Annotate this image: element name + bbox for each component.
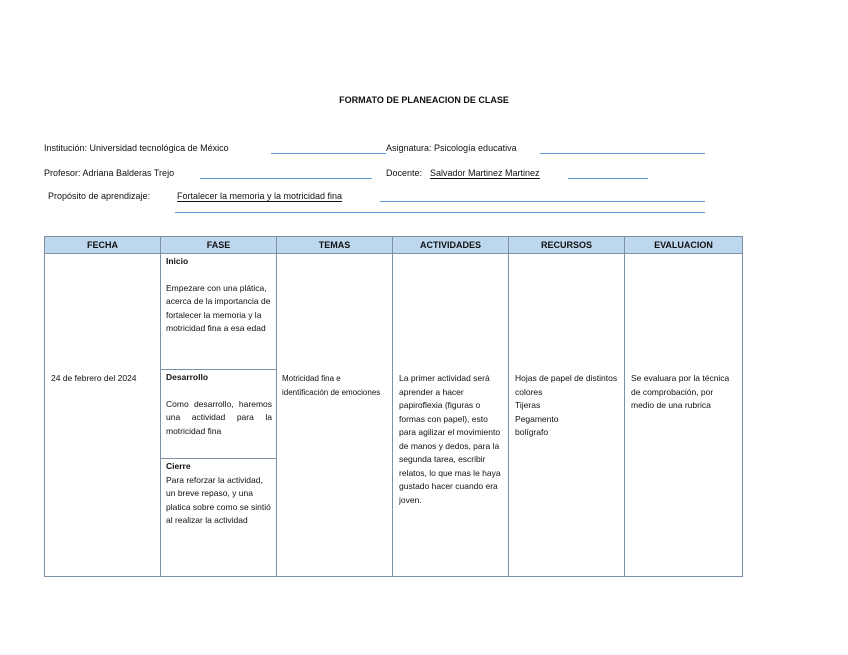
header-temas: TEMAS bbox=[277, 237, 393, 254]
phase-inicio bbox=[161, 254, 276, 370]
recurso-item: Pegamento bbox=[515, 413, 559, 424]
proposito-underline bbox=[380, 201, 705, 202]
table-row bbox=[45, 254, 743, 577]
phase-desarrollo bbox=[161, 370, 276, 459]
proposito-value: Fortalecer la memoria y la motricidad fina bbox=[177, 191, 343, 201]
asignatura-underline bbox=[540, 153, 705, 154]
phase-text: Empezare con una plática, acerca de la importancia de fortalecer la memoria y la motricidad fina a esa edad bbox=[166, 282, 271, 333]
recurso-item: bolígrafo bbox=[515, 427, 549, 437]
docente-value: Salvador Martinez Martinez bbox=[430, 168, 540, 178]
proposito-label: Propósito de aprendizaje: bbox=[48, 191, 151, 201]
fecha-cell: 24 de febrero del 2024 bbox=[45, 254, 161, 577]
phase-title: Inicio bbox=[166, 256, 189, 266]
table-header-row bbox=[45, 237, 743, 254]
asignatura-field: Asignatura: Psicología educativa bbox=[386, 143, 517, 153]
docente-label: Docente: bbox=[386, 168, 423, 178]
header-recursos: RECURSOS bbox=[509, 237, 625, 254]
header-evaluacion: EVALUACION bbox=[625, 237, 743, 254]
header-fecha: FECHA bbox=[45, 237, 161, 254]
header-fase: FASE bbox=[161, 237, 277, 254]
phase-text: Como desarrollo, haremos una actividad para la motricidad fina bbox=[166, 398, 272, 436]
phase-cierre bbox=[161, 459, 276, 530]
fase-cell bbox=[161, 254, 277, 577]
temas-cell: Motricidad fina e identificación de emociones bbox=[277, 254, 393, 577]
profesor-field: Profesor: Adriana Balderas Trejo bbox=[44, 168, 175, 178]
header-actividades: ACTIVIDADES bbox=[393, 237, 509, 254]
proposito-second-line bbox=[175, 212, 705, 213]
institucion-field: Institución: Universidad tecnológica de México bbox=[44, 143, 229, 153]
docente-underline bbox=[568, 178, 648, 179]
planning-table bbox=[44, 236, 743, 577]
document-title: FORMATO DE PLANEACION DE CLASE bbox=[339, 95, 509, 105]
phase-title: Cierre bbox=[166, 461, 191, 471]
profesor-underline bbox=[200, 178, 372, 179]
actividades-cell: La primer actividad será aprender a hacer papiroflexia (figuras o formas con papel), esto para agilizar el movimiento de manos y dedos, para la segunda tarea, escribir relatos, lo que mas le haya gustado hacer cuando era joven. bbox=[393, 254, 509, 577]
recurso-item: Hojas de papel de distintos colores bbox=[515, 373, 618, 397]
recursos-cell bbox=[509, 254, 625, 577]
phase-text: Para reforzar la actividad, un breve repaso, y una platica sobre como se sintió al realizar la actividad bbox=[166, 474, 271, 525]
recurso-item: Tijeras bbox=[515, 400, 541, 410]
institucion-underline bbox=[271, 153, 386, 154]
phase-title: Desarrollo bbox=[166, 372, 209, 382]
evaluacion-cell: Se evaluara por la técnica de comprobación, por medio de una rubrica bbox=[625, 254, 743, 577]
